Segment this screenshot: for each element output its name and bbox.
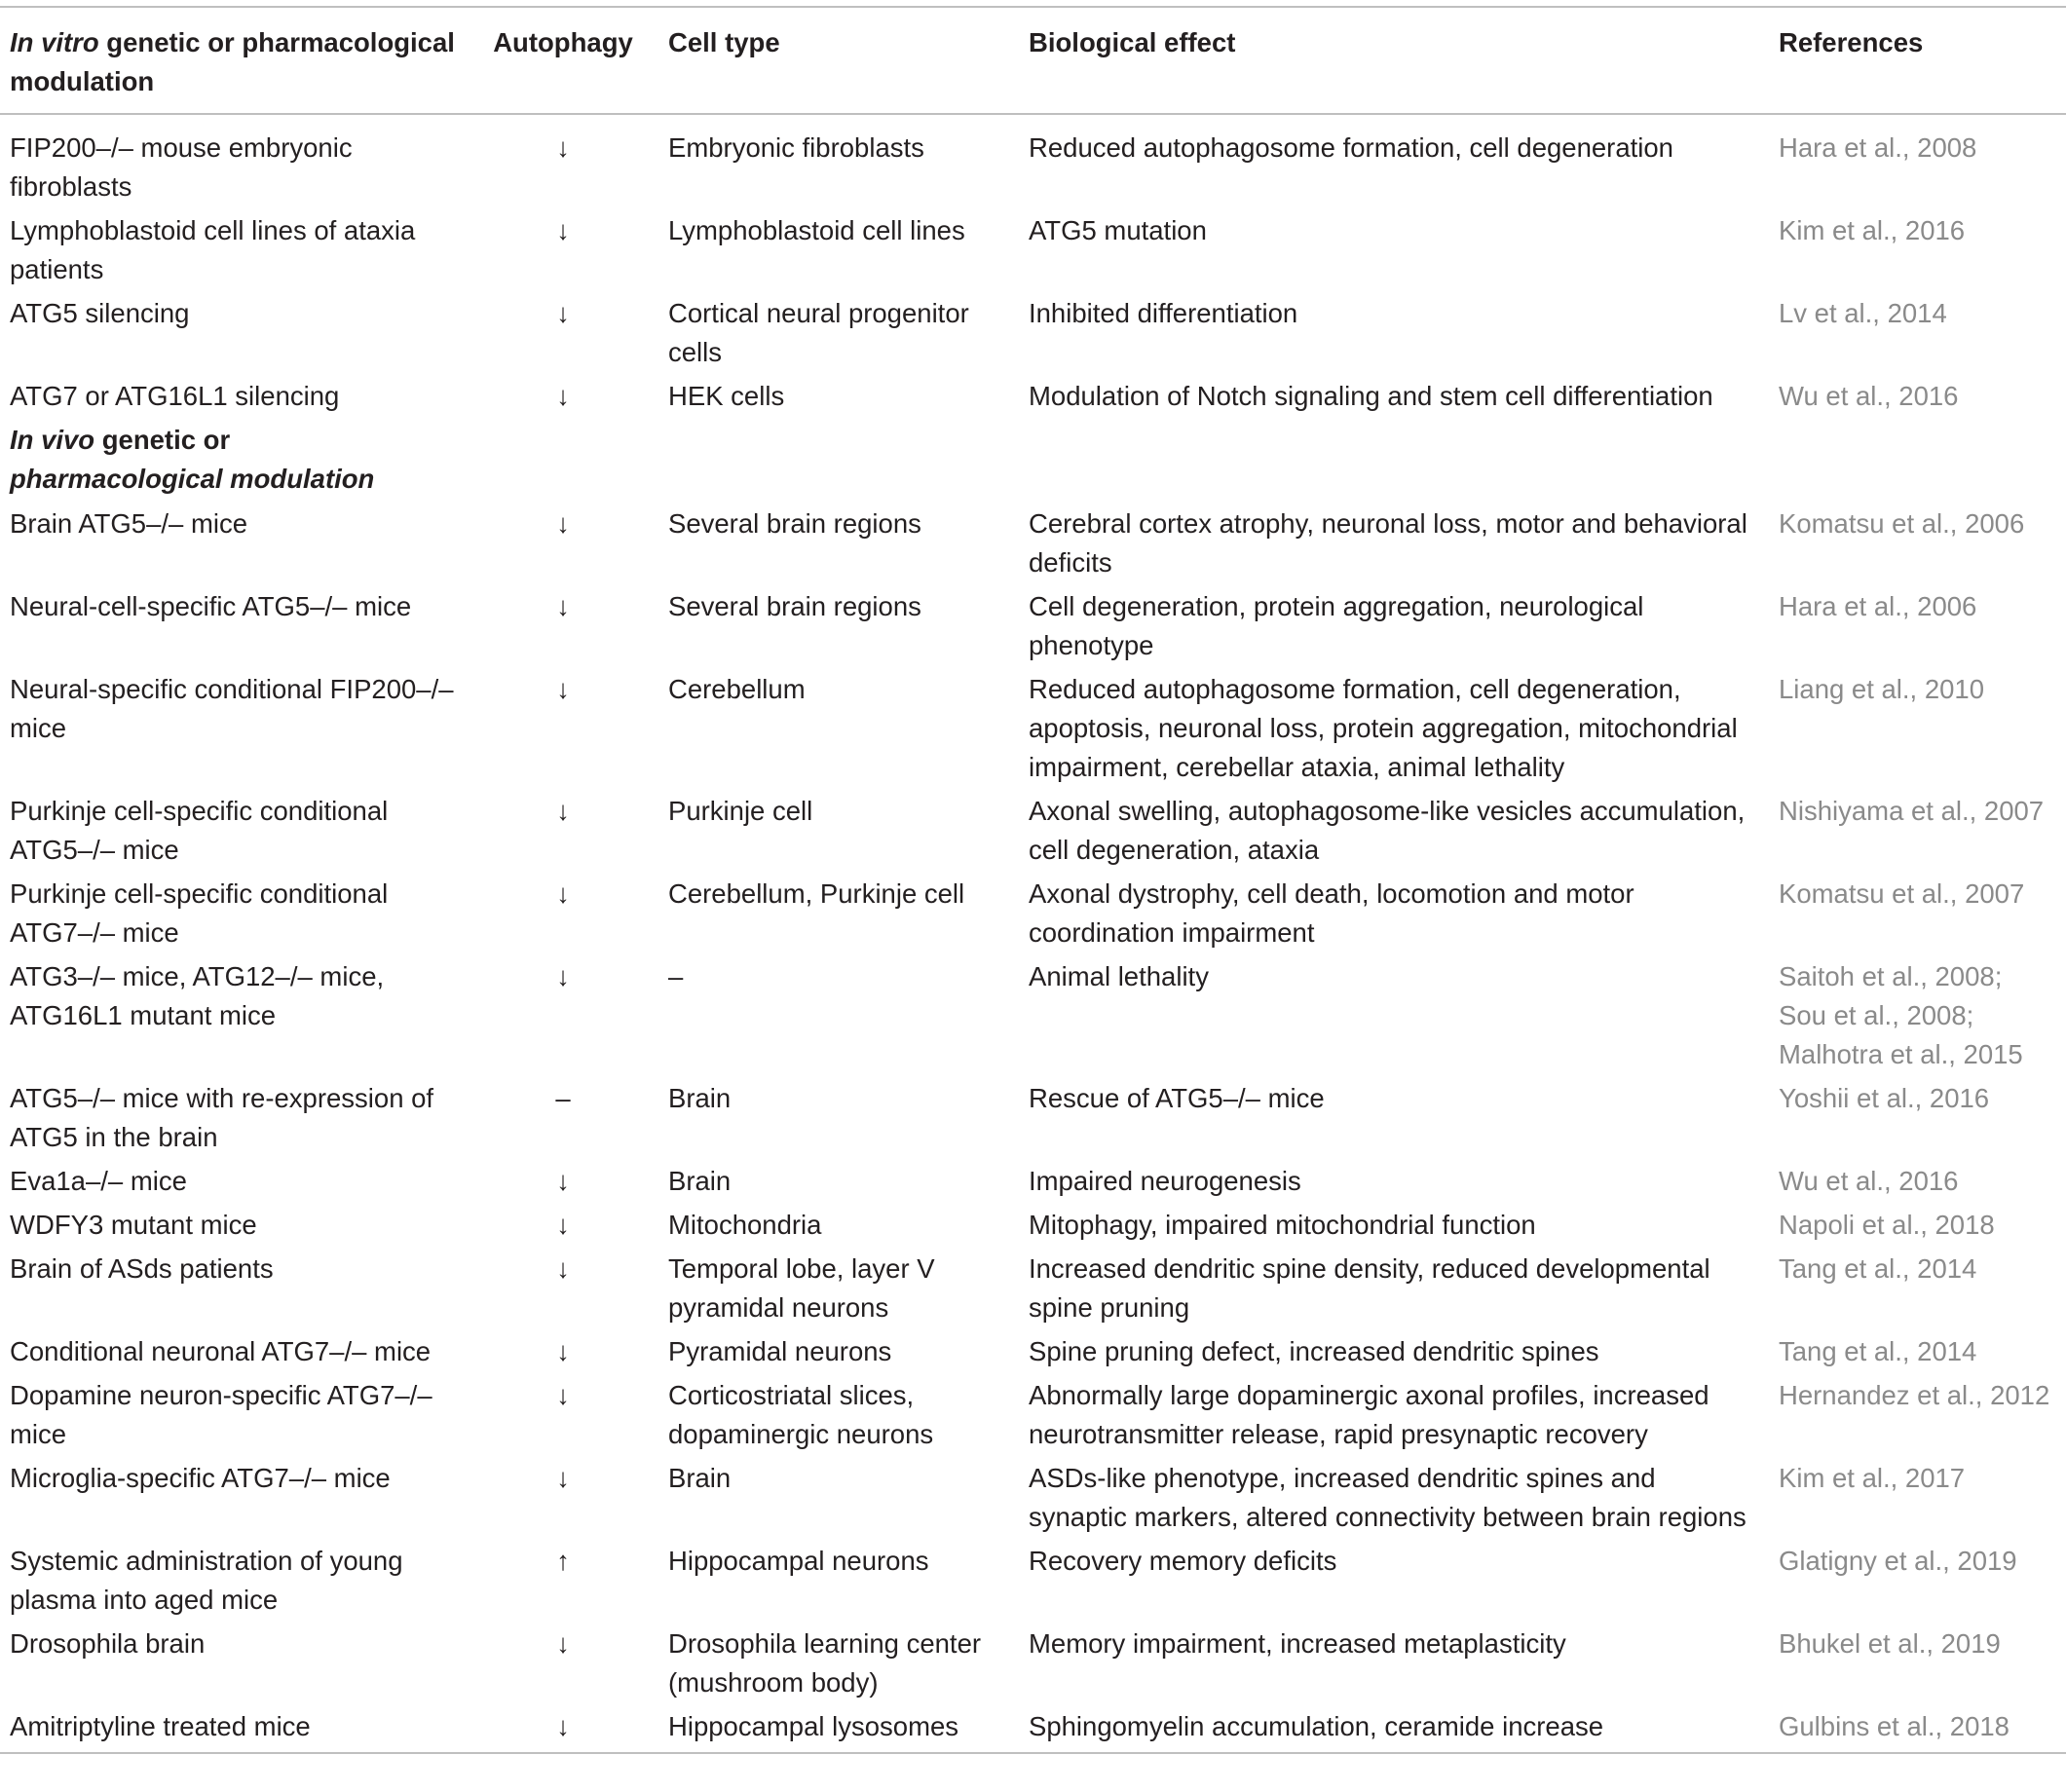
autophagy-arrow: ↓ <box>556 1380 570 1410</box>
modulation-cell: FIP200–/– mouse embryonic fibroblasts <box>10 132 353 202</box>
header-cell-type: Cell type <box>658 7 1019 114</box>
modulation-cell: WDFY3 mutant mice <box>10 1210 257 1240</box>
cell-type-cell: Temporal lobe, layer V pyramidal neurons <box>668 1253 935 1323</box>
table-row <box>0 1374 2066 1457</box>
autophagy-table <box>0 6 2066 1754</box>
autophagy-arrow: ↓ <box>556 132 570 163</box>
autophagy-arrow: ↓ <box>556 674 570 704</box>
autophagy-arrow: ↓ <box>468 1705 658 1753</box>
modulation-cell: Microglia-specific ATG7–/– mice <box>10 1463 391 1493</box>
modulation-cell: Drosophila brain <box>10 1628 206 1659</box>
empty-cell <box>468 419 658 503</box>
biological-effect-cell: Reduced autophagosome formation, cell degeneration <box>1029 132 1673 163</box>
table-row <box>0 955 2066 1077</box>
table-row <box>0 114 2066 209</box>
references-cell: Komatsu et al., 2007 <box>1779 878 2025 909</box>
biological-effect-cell: Animal lethality <box>1029 961 1209 991</box>
references-cell: Lv et al., 2014 <box>1779 298 1947 328</box>
table-row <box>0 585 2066 668</box>
biological-effect-cell: Sphingomyelin accumulation, ceramide increase <box>1019 1705 1769 1753</box>
biological-effect-cell: Axonal dystrophy, cell death, locomotion and motor coordination impairment <box>1029 878 1634 948</box>
table-row <box>0 375 2066 419</box>
table-row <box>0 1248 2066 1330</box>
table-row <box>0 1705 2066 1753</box>
empty-cell <box>1019 419 1769 503</box>
cell-type-cell: Hippocampal neurons <box>668 1546 929 1576</box>
modulation-cell: ATG5–/– mice with re-expression of ATG5 in the brain <box>10 1083 434 1152</box>
autophagy-arrow: ↓ <box>556 1463 570 1493</box>
cell-type-cell: Purkinje cell <box>668 796 813 826</box>
table-row <box>0 1204 2066 1248</box>
autophagy-arrow: ↑ <box>556 1546 570 1576</box>
references-cell: Bhukel et al., 2019 <box>1779 1628 2001 1659</box>
autophagy-arrow: – <box>555 1083 571 1113</box>
references-cell: Hara et al., 2008 <box>1779 132 1977 163</box>
modulation-cell: ATG7 or ATG16L1 silencing <box>10 381 340 411</box>
modulation-cell: Neural-specific conditional FIP200–/– mice <box>10 674 454 743</box>
references-cell: Napoli et al., 2018 <box>1779 1210 1995 1240</box>
modulation-cell: Systemic administration of young plasma into aged mice <box>10 1546 403 1615</box>
biological-effect-cell: Cell degeneration, protein aggregation, neurological phenotype <box>1029 591 1644 660</box>
cell-type-cell: Hippocampal lysosomes <box>658 1705 1019 1753</box>
biological-effect-cell: Impaired neurogenesis <box>1029 1166 1301 1196</box>
header-modulation: In vitro genetic or pharmacological modulation <box>0 7 468 114</box>
cell-type-cell: Corticostriatal slices, dopaminergic neurons <box>668 1380 934 1449</box>
biological-effect-cell: Spine pruning defect, increased dendritic spines <box>1029 1336 1599 1366</box>
biological-effect-cell: Memory impairment, increased metaplasticity <box>1029 1628 1566 1659</box>
cell-type-cell: Cerebellum, Purkinje cell <box>668 878 965 909</box>
modulation-cell: Neural-cell-specific ATG5–/– mice <box>10 591 412 621</box>
modulation-cell: Lymphoblastoid cell lines of ataxia patients <box>10 215 416 284</box>
modulation-cell: Brain ATG5–/– mice <box>10 508 248 539</box>
table-row <box>0 1540 2066 1623</box>
autophagy-arrow: ↓ <box>556 961 570 991</box>
table-row <box>0 1330 2066 1374</box>
references-cell: Hernandez et al., 2012 <box>1779 1380 2050 1410</box>
biological-effect-cell: Cerebral cortex atrophy, neuronal loss, motor and behavioral deficits <box>1029 508 1747 578</box>
table-row <box>0 292 2066 375</box>
biological-effect-cell: Mitophagy, impaired mitochondrial function <box>1029 1210 1536 1240</box>
table-row <box>0 209 2066 292</box>
modulation-cell: Purkinje cell-specific conditional ATG7–/– mice <box>10 878 389 948</box>
references-cell: Liang et al., 2010 <box>1779 674 1985 704</box>
table-row <box>0 873 2066 955</box>
table-row <box>0 503 2066 585</box>
autophagy-arrow: ↓ <box>556 1336 570 1366</box>
table-row <box>0 790 2066 873</box>
references-cell: Saitoh et al., 2008; Sou et al., 2008; Malhotra et al., 2015 <box>1779 961 2023 1069</box>
header-biological-effect: Biological effect <box>1019 7 1769 114</box>
biological-effect-cell: ASDs-like phenotype, increased dendritic spines and synaptic markers, altered connectivity between brain regions <box>1029 1463 1747 1532</box>
in-vivo-section-heading <box>0 419 2066 503</box>
autophagy-arrow: ↓ <box>556 215 570 245</box>
biological-effect-cell: Recovery memory deficits <box>1029 1546 1337 1576</box>
references-cell: Kim et al., 2017 <box>1779 1463 1966 1493</box>
cell-type-cell: Mitochondria <box>668 1210 822 1240</box>
autophagy-arrow: ↓ <box>556 1253 570 1284</box>
autophagy-arrow: ↓ <box>556 1628 570 1659</box>
modulation-cell: ATG5 silencing <box>10 298 190 328</box>
autophagy-arrow: ↓ <box>556 381 570 411</box>
modulation-cell: Brain of ASds patients <box>10 1253 274 1284</box>
cell-type-cell: Embryonic fibroblasts <box>668 132 924 163</box>
empty-cell <box>658 419 1019 503</box>
table-row <box>0 1457 2066 1540</box>
references-cell: Glatigny et al., 2019 <box>1779 1546 2017 1576</box>
cell-type-cell: – <box>668 961 684 991</box>
biological-effect-cell: Reduced autophagosome formation, cell degeneration, apoptosis, neuronal loss, protein aggregation, mitochondrial impairment, cerebellar ataxia, animal lethality <box>1029 674 1738 782</box>
cell-type-cell: Cerebellum <box>668 674 806 704</box>
references-cell: Wu et al., 2016 <box>1779 1166 1959 1196</box>
references-cell: Gulbins et al., 2018 <box>1769 1705 2066 1753</box>
biological-effect-cell: Abnormally large dopaminergic axonal profiles, increased neurotransmitter release, rapid presynaptic recovery <box>1029 1380 1709 1449</box>
modulation-cell: Dopamine neuron-specific ATG7–/– mice <box>10 1380 432 1449</box>
references-cell: Nishiyama et al., 2007 <box>1779 796 2045 826</box>
table-body <box>0 114 2066 1753</box>
empty-cell <box>1769 419 2066 503</box>
cell-type-cell: Drosophila learning center (mushroom body) <box>668 1628 982 1698</box>
autophagy-arrow: ↓ <box>556 508 570 539</box>
table-row <box>0 1623 2066 1705</box>
cell-type-cell: Cortical neural progenitor cells <box>668 298 969 367</box>
references-cell: Yoshii et al., 2016 <box>1779 1083 1990 1113</box>
biological-effect-cell: Inhibited differentiation <box>1029 298 1298 328</box>
modulation-cell: Purkinje cell-specific conditional ATG5–/– mice <box>10 796 389 865</box>
table-row <box>0 1160 2066 1204</box>
cell-type-cell: Several brain regions <box>668 508 921 539</box>
table-row <box>0 668 2066 790</box>
cell-type-cell: Lymphoblastoid cell lines <box>668 215 965 245</box>
header-references: References <box>1769 7 2066 114</box>
cell-type-cell: Brain <box>668 1083 732 1113</box>
autophagy-arrow: ↓ <box>556 796 570 826</box>
autophagy-arrow: ↓ <box>556 591 570 621</box>
references-cell: Kim et al., 2016 <box>1779 215 1966 245</box>
references-cell: Komatsu et al., 2006 <box>1779 508 2025 539</box>
biological-effect-cell: Modulation of Notch signaling and stem cell differentiation <box>1029 381 1713 411</box>
biological-effect-cell: Increased dendritic spine density, reduced developmental spine pruning <box>1029 1253 1710 1323</box>
cell-type-cell: Several brain regions <box>668 591 921 621</box>
table-row <box>0 1077 2066 1160</box>
biological-effect-cell: Rescue of ATG5–/– mice <box>1029 1083 1325 1113</box>
references-cell: Wu et al., 2016 <box>1779 381 1959 411</box>
references-cell: Hara et al., 2006 <box>1779 591 1977 621</box>
header-row <box>0 7 2066 114</box>
autophagy-arrow: ↓ <box>556 1166 570 1196</box>
cell-type-cell: Brain <box>668 1463 732 1493</box>
modulation-cell: ATG3–/– mice, ATG12–/– mice, ATG16L1 mutant mice <box>10 961 385 1030</box>
biological-effect-cell: Axonal swelling, autophagosome-like vesicles accumulation, cell degeneration, ataxia <box>1029 796 1746 865</box>
modulation-cell: Amitriptyline treated mice <box>0 1705 468 1753</box>
modulation-cell: Conditional neuronal ATG7–/– mice <box>10 1336 432 1366</box>
autophagy-arrow: ↓ <box>556 298 570 328</box>
header-autophagy: Autophagy <box>468 7 658 114</box>
cell-type-cell: Pyramidal neurons <box>668 1336 892 1366</box>
references-cell: Tang et al., 2014 <box>1779 1253 1977 1284</box>
section-heading-cell: In vivo genetic or pharmacological modulation <box>10 425 375 494</box>
autophagy-arrow: ↓ <box>556 878 570 909</box>
biological-effect-cell: ATG5 mutation <box>1029 215 1207 245</box>
cell-type-cell: HEK cells <box>668 381 785 411</box>
modulation-cell: Eva1a–/– mice <box>10 1166 187 1196</box>
cell-type-cell: Brain <box>668 1166 732 1196</box>
references-cell: Tang et al., 2014 <box>1779 1336 1977 1366</box>
autophagy-arrow: ↓ <box>556 1210 570 1240</box>
